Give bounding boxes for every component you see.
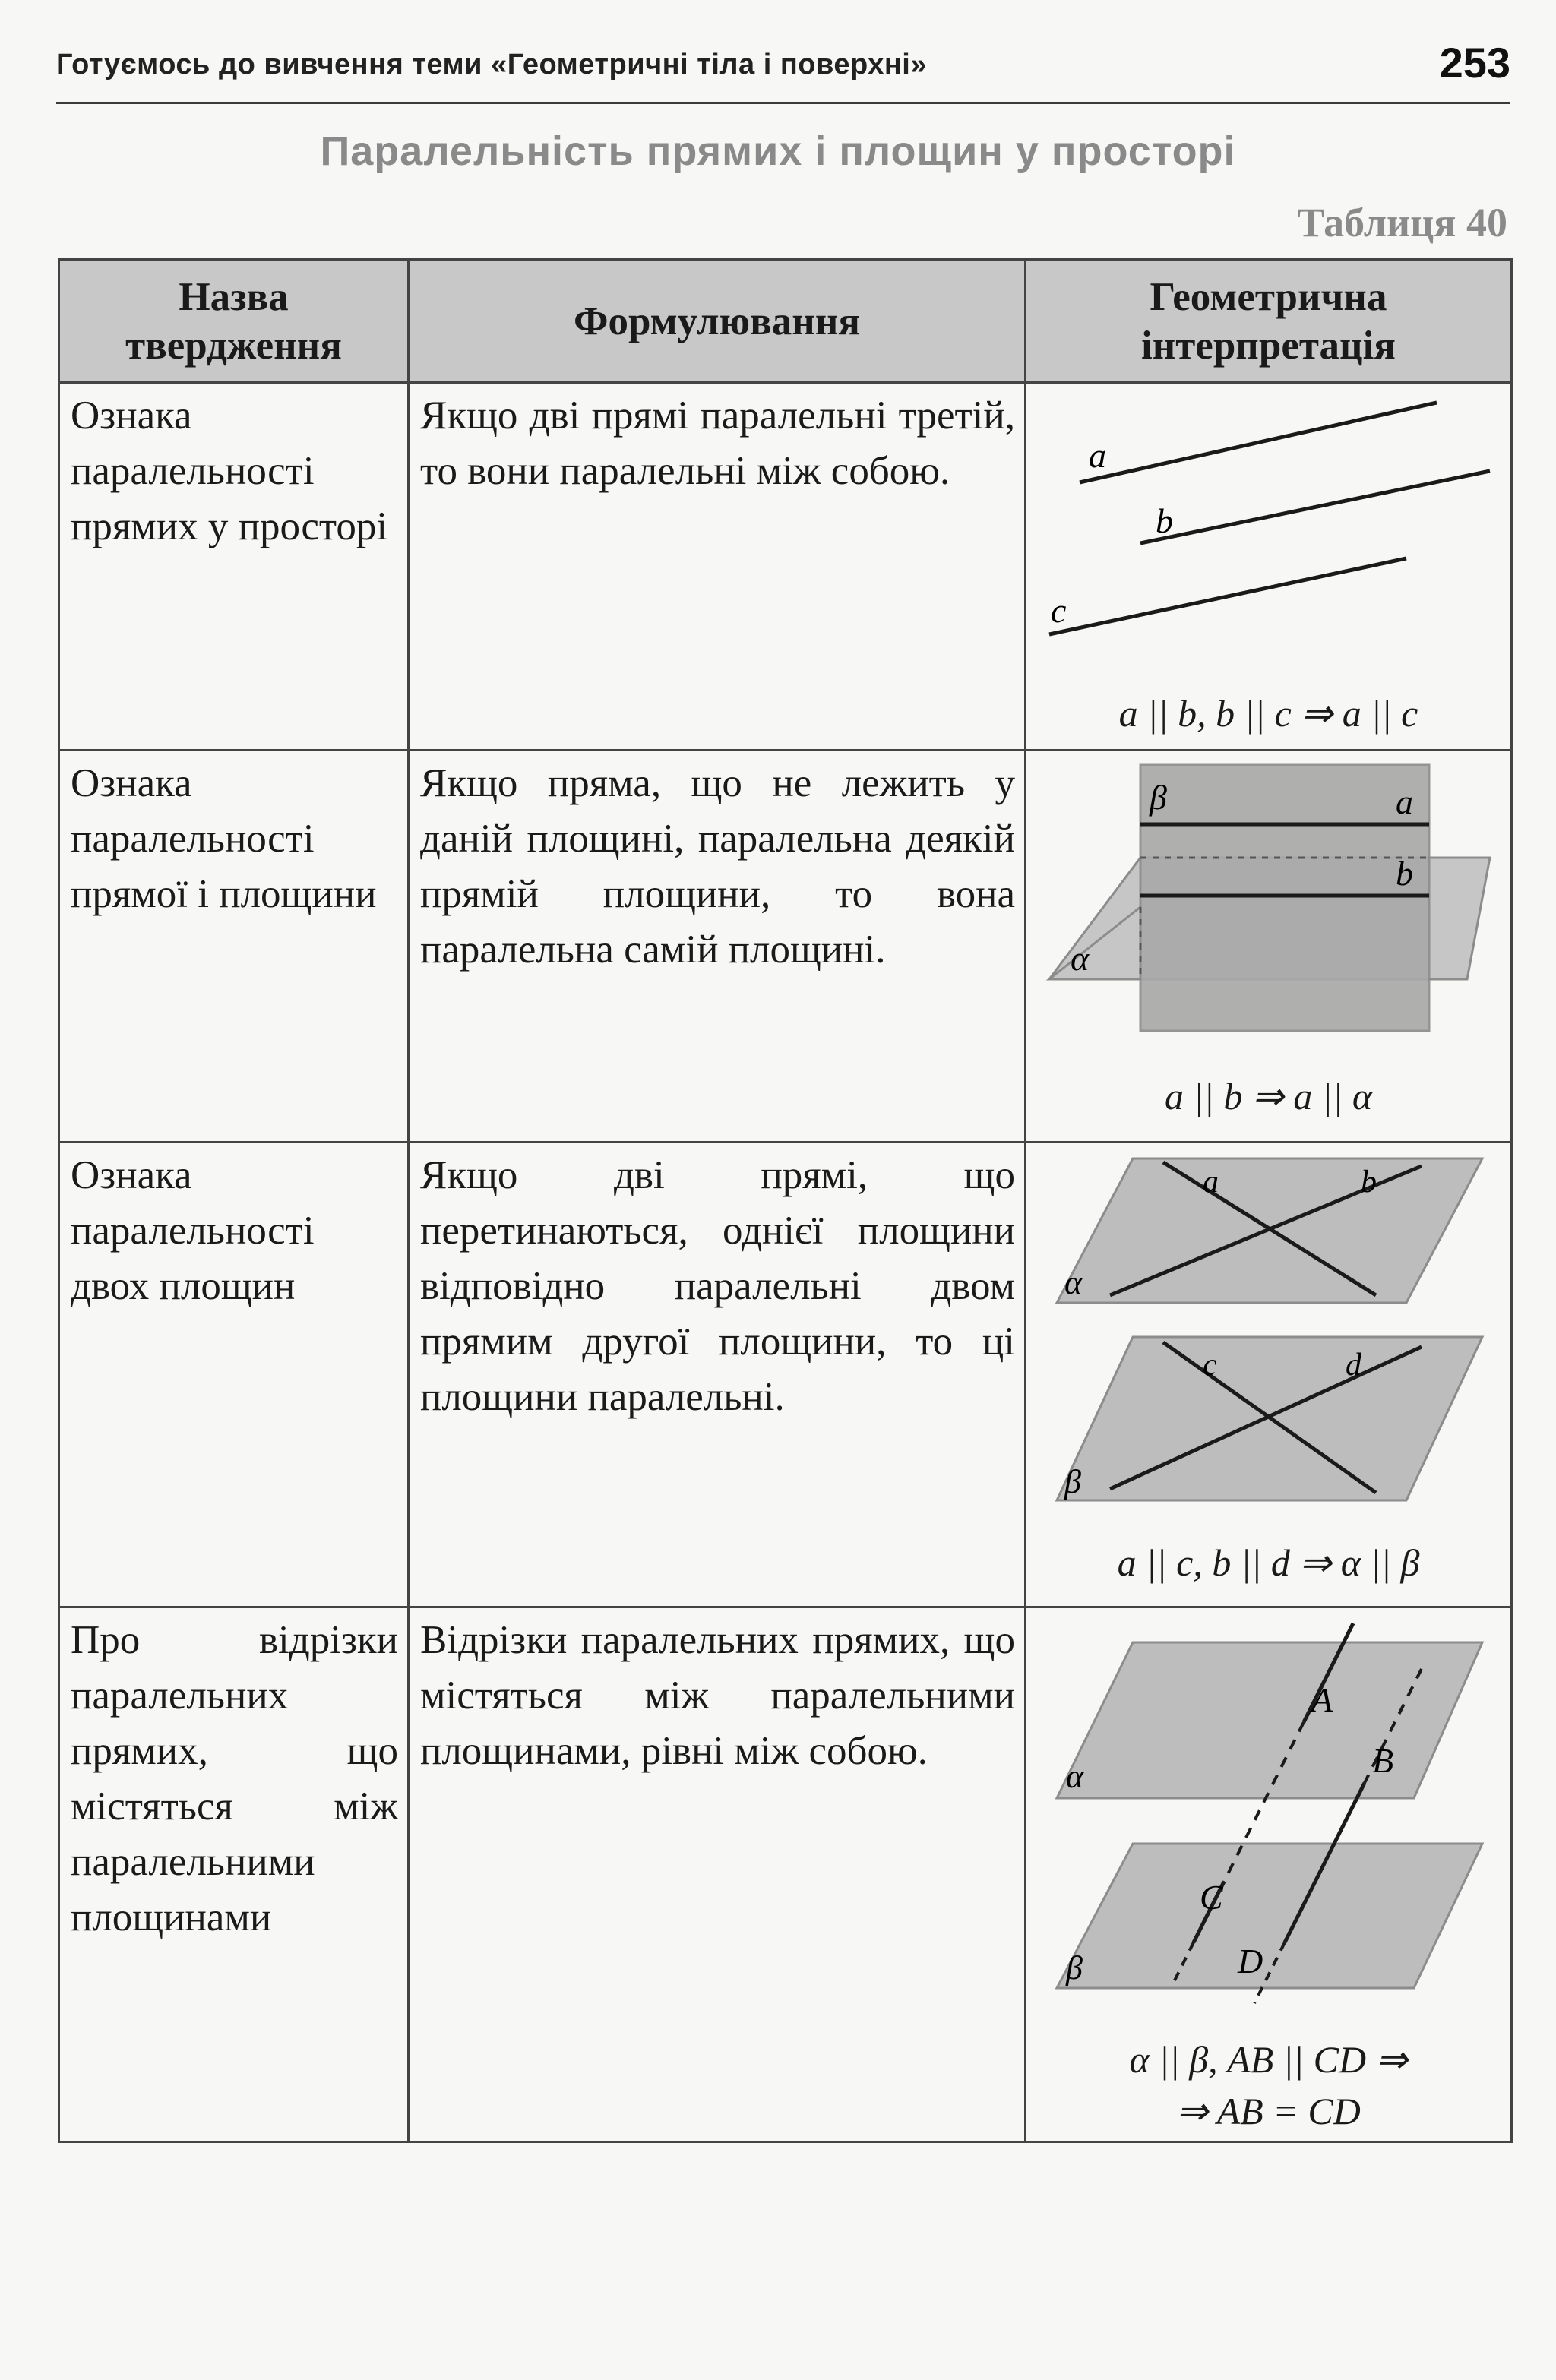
figure-cell (1026, 1143, 1512, 1607)
label-b: b (1361, 1165, 1377, 1199)
table-row (59, 751, 1512, 1143)
column-header-name: Назва твердження (59, 260, 409, 383)
table-row (59, 1143, 1512, 1607)
statement-text: Якщо пряма, що не лежить у даній площині, паралельна деякій прямій площини, то вона паралельна самій площині. (409, 751, 1026, 1143)
table-header-row (59, 260, 1512, 383)
page-header (56, 33, 1510, 104)
running-head: Готуємось до вивчення теми «Геометричні тіла і поверхні» (56, 49, 927, 81)
figure-cell (1026, 751, 1512, 1143)
parallel-lines-figure (1026, 384, 1513, 687)
statement-text: Якщо дві прямі, що перетинаються, однієї площини відповідно паралельні двом прямим другої площини, то ці площини паралельні. (409, 1143, 1026, 1607)
label-alpha: α (1064, 1264, 1083, 1301)
table-caption: Таблиця 40 (1297, 200, 1507, 245)
label-a: a (1396, 782, 1413, 821)
label-C: C (1200, 1878, 1223, 1917)
label-a: a (1089, 436, 1106, 475)
line-b (1140, 471, 1490, 543)
label-B: B (1372, 1741, 1394, 1780)
page-number: 253 (1439, 39, 1510, 87)
statement-name: Ознака паралельності двох площин (59, 1143, 409, 1607)
line-plane-figure (1026, 751, 1513, 1055)
statement-name: Ознака паралельності прямої і площини (59, 751, 409, 1143)
section-title: Паралельність прямих і площин у просторі (320, 128, 1236, 174)
statement-name: Про відрізки паралельних прямих, що містяться між паралельними площинами (59, 1607, 409, 2142)
relation-formula-line-2: ⇒ AB = CD (1176, 2090, 1361, 2132)
table-row (59, 383, 1512, 751)
line-a (1080, 403, 1437, 482)
statement-text: Відрізки паралельних прямих, що містяться між паралельними площинами, рівні між собою. (409, 1607, 1026, 2142)
plane-beta (1057, 1844, 1482, 1988)
label-beta: β (1150, 778, 1167, 817)
label-beta: β (1064, 1463, 1081, 1500)
figure-cell (1026, 383, 1512, 751)
column-header-figure: Геометрична інтерпретація (1026, 260, 1512, 383)
label-b: b (1396, 854, 1413, 893)
statement-name: Ознака паралельності прямих у просторі (59, 383, 409, 751)
label-alpha: α (1066, 1758, 1084, 1795)
plane-beta (1140, 765, 1429, 1031)
relation-formula: a || b ⇒ a || α (1164, 1075, 1373, 1117)
label-alpha: α (1071, 939, 1090, 978)
label-beta: β (1066, 1949, 1083, 1986)
parallelism-table (58, 258, 1513, 2143)
label-c: c (1051, 591, 1067, 630)
segments-between-planes-figure (1026, 1608, 1513, 2034)
relation-formula: a || c, b || d ⇒ α || β (1117, 1541, 1420, 1584)
table-row (59, 1607, 1512, 2142)
label-c: c (1203, 1348, 1217, 1383)
relation-formula: a || b, b || c ⇒ a || c (1118, 692, 1418, 735)
label-a: a (1203, 1165, 1219, 1199)
parallel-planes-figure (1026, 1143, 1513, 1531)
label-d: d (1346, 1348, 1362, 1383)
label-b: b (1156, 501, 1173, 540)
plane-alpha (1057, 1642, 1482, 1798)
statement-text: Якщо дві прямі паралельні третій, то вони паралельні між собою. (409, 383, 1026, 751)
line-c (1049, 558, 1406, 634)
label-D: D (1238, 1942, 1263, 1980)
figure-cell (1026, 1607, 1512, 2142)
column-header-statement: Формулювання (409, 260, 1026, 383)
relation-formula-line-1: α || β, AB || CD ⇒ (1129, 2038, 1408, 2081)
label-A: A (1311, 1680, 1333, 1719)
